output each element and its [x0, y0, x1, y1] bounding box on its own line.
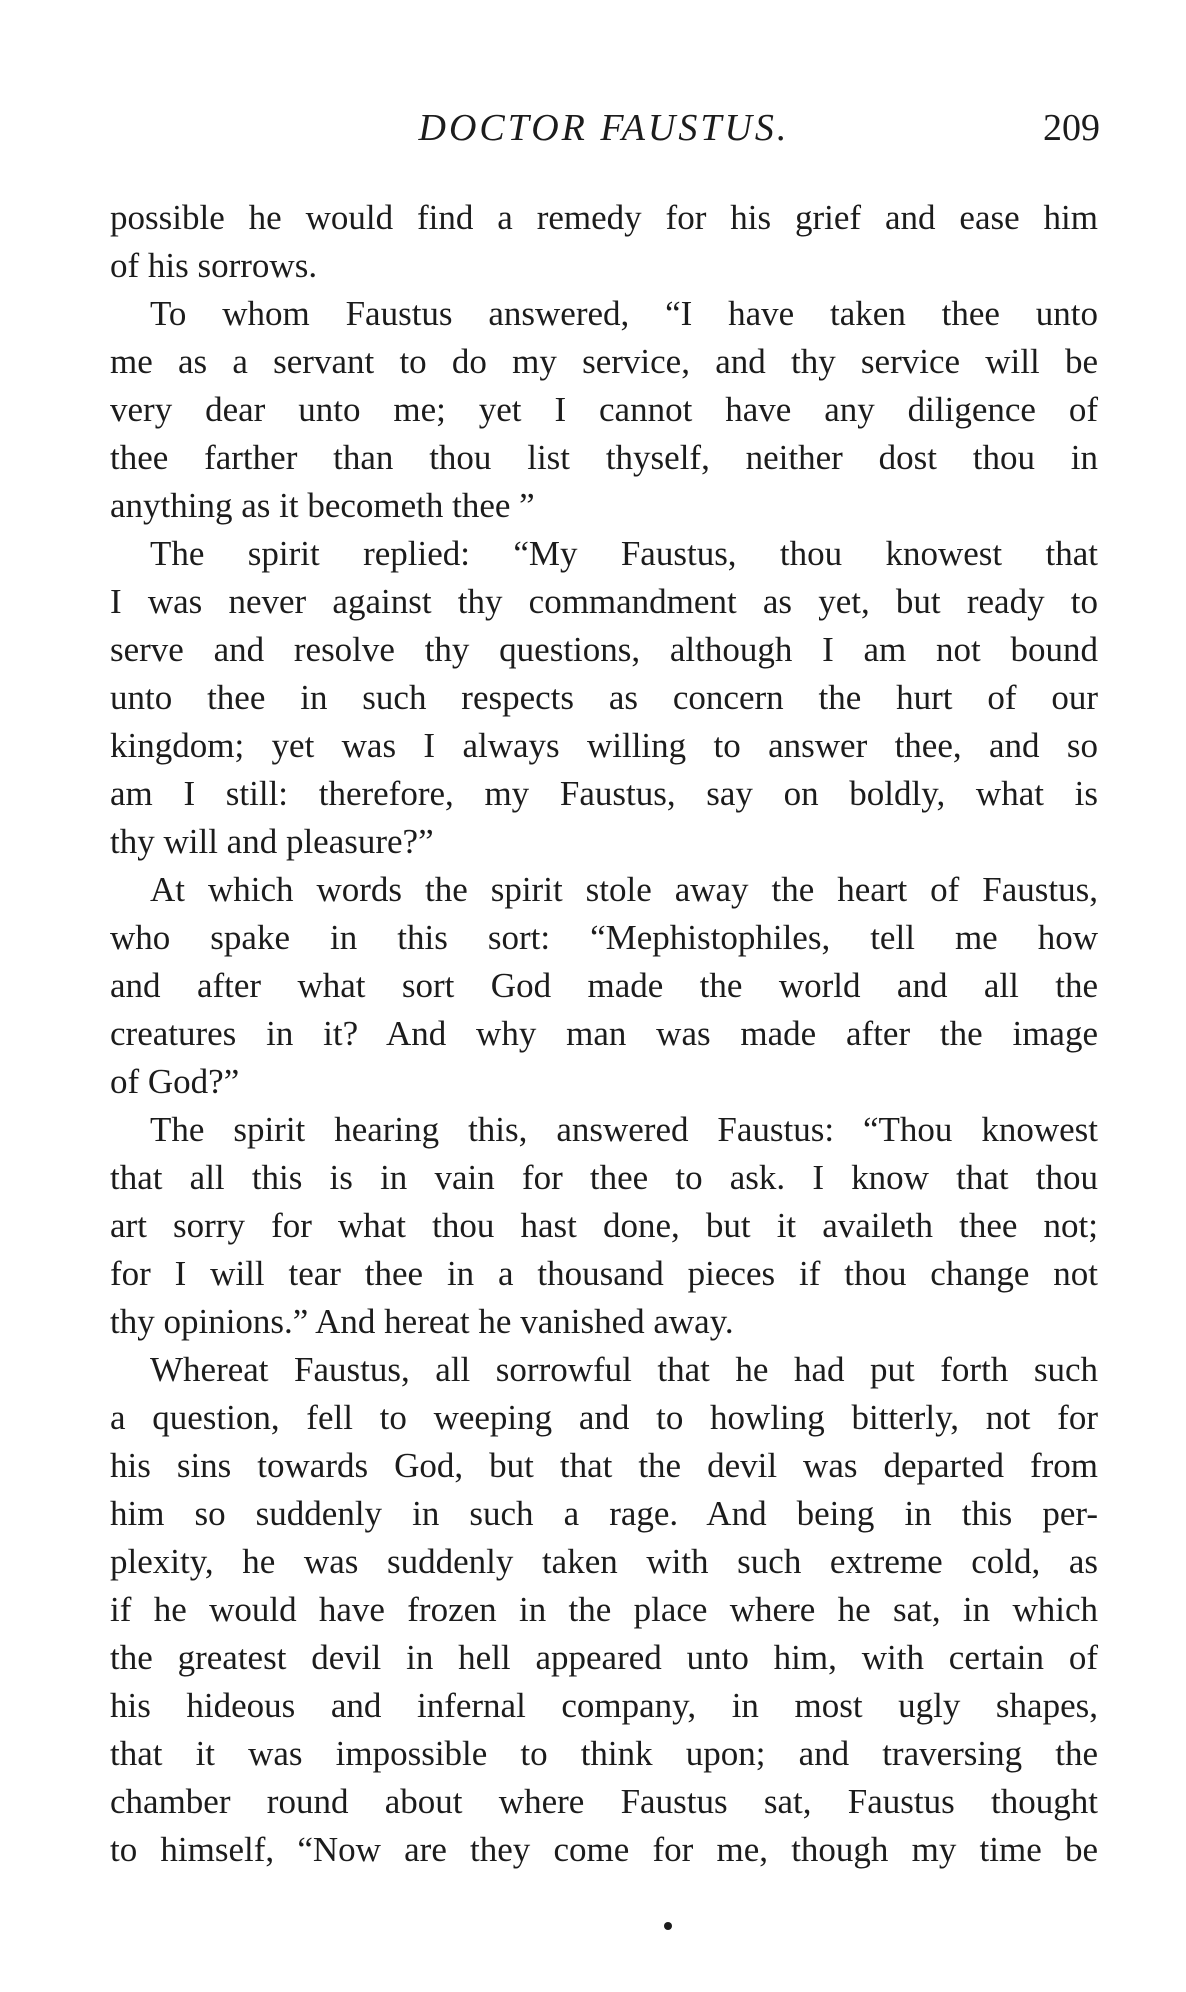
paragraph-start-line: To whom Faustus answered, “I have taken thee unto — [150, 294, 1098, 333]
text-line: his sins towards God, but that the devil was departed from — [110, 1446, 1098, 1485]
text-line: kingdom; yet was I always willing to answer thee, and so — [110, 726, 1098, 765]
page-number: 209 — [1043, 107, 1100, 149]
text-line: a question, fell to weeping and to howling bitterly, not for — [110, 1398, 1098, 1437]
paragraph-start-line: Whereat Faustus, all sorrowful that he had put forth such — [150, 1350, 1098, 1389]
text-line: possible he would find a remedy for his grief and ease him — [110, 198, 1098, 237]
text-line: and after what sort God made the world and all the — [110, 966, 1098, 1005]
text-line: art sorry for what thou hast done, but it availeth thee not; — [110, 1206, 1098, 1245]
text-line: that all this is in vain for thee to ask. I know that thou — [110, 1158, 1098, 1197]
text-line: who spake in this sort: “Mephistophiles, tell me how — [110, 918, 1098, 957]
running-head — [108, 100, 1100, 156]
text-line: if he would have frozen in the place where he sat, in which — [110, 1590, 1098, 1629]
text-line: him so suddenly in such a rage. And being in this per- — [110, 1494, 1098, 1533]
paragraph-start-line: At which words the spirit stole away the heart of Faustus, — [150, 870, 1098, 909]
text-line: creatures in it? And why man was made after the image — [110, 1014, 1098, 1053]
paragraph-start-line: The spirit replied: “My Faustus, thou knowest that — [150, 534, 1098, 573]
text-line: thy opinions.” And hereat he vanished away. — [110, 1302, 734, 1341]
text-line: I was never against thy commandment as yet, but ready to — [110, 582, 1098, 621]
text-line: to himself, “Now are they come for me, though my time be — [110, 1830, 1098, 1869]
text-line: chamber round about where Faustus sat, Faustus thought — [110, 1782, 1098, 1821]
text-line: plexity, he was suddenly taken with such extreme cold, as — [110, 1542, 1098, 1581]
text-line: thee farther than thou list thyself, neither dost thou in — [110, 438, 1098, 477]
text-line: unto thee in such respects as concern the hurt of our — [110, 678, 1098, 717]
paragraph-start-line: The spirit hearing this, answered Faustus: “Thou knowest — [150, 1110, 1098, 1149]
text-line: of his sorrows. — [110, 246, 318, 285]
text-line: serve and resolve thy questions, although I am not bound — [110, 630, 1098, 669]
body-text — [110, 194, 1098, 1874]
text-line: anything as it becometh thee ” — [110, 486, 535, 525]
text-line: thy will and pleasure?” — [110, 822, 434, 861]
text-line: his hideous and infernal company, in most ugly shapes, — [110, 1686, 1098, 1725]
printer-mark-dot — [664, 1922, 672, 1930]
text-line: am I still: therefore, my Faustus, say on boldly, what is — [110, 774, 1098, 813]
text-line: that it was impossible to think upon; and traversing the — [110, 1734, 1098, 1773]
text-line: me as a servant to do my service, and thy service will be — [110, 342, 1098, 381]
text-line: very dear unto me; yet I cannot have any diligence of — [110, 390, 1098, 429]
text-line: of God?” — [110, 1062, 240, 1101]
text-line: the greatest devil in hell appeared unto him, with certain of — [110, 1638, 1098, 1677]
running-title: DOCTOR FAUSTUS. — [418, 107, 790, 149]
text-line: for I will tear thee in a thousand pieces if thou change not — [110, 1254, 1098, 1293]
